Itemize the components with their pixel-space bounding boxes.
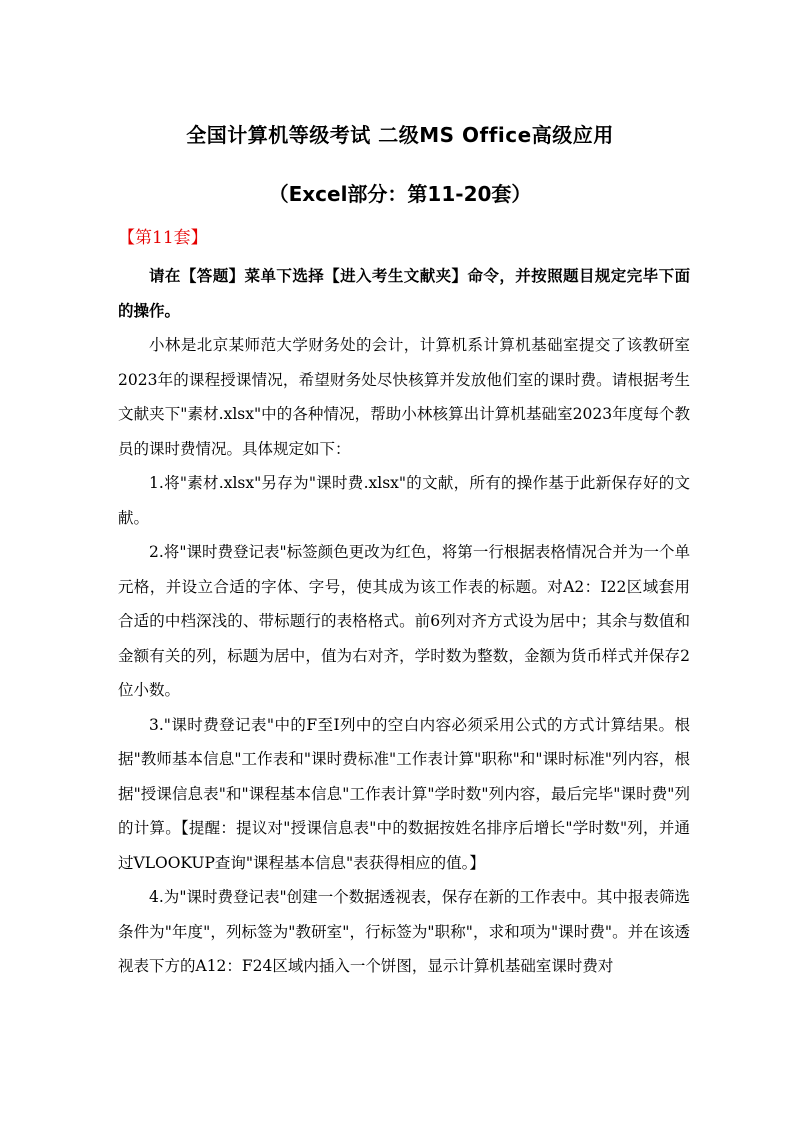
set-label: 【第11套】 <box>118 228 208 248</box>
requirement-item-3: 3."课时费登记表"中的F至I列中的空白内容必须采用公式的方式计算结果。根据"教师基本信息"工作表和"课时费标准"工作表计算"职称"和"课时标准"列内容，根据"授课信息表"和"课程基本信息"工作表计算"学时数"列内容，最后完毕"课时费"列的计算。【提醒：提议对"授课信息表"中的数据按姓名排序后增长"学时数"列，并通过VLOOKUP查询"课程基本信息"表获得相应的值。】 <box>118 715 690 872</box>
document-subtitle: （Excel部分：第11-20套） <box>268 182 532 206</box>
instruction-paragraph: 请在【答题】菜单下选择【进入考生文献夹】命令，并按照题目规定完毕下面的操作。 <box>118 267 690 320</box>
requirement-item-2: 2.将"课时费登记表"标签颜色更改为红色，将第一行根据表格情况合并为一个单元格，并设立合适的字体、字号，使其成为该工作表的标题。对A2：I22区域套用合适的中档深浅的、带标题行的表格格式。前6列对齐方式设为居中；其余与数值和金额有关的列，标题为居中，值为右对齐，学时数为整数，金额为货币样式并保存2位小数。 <box>118 543 690 699</box>
document-title: 全国计算机等级考试 二级MS Office高级应用 <box>186 123 614 147</box>
intro-paragraph: 小林是北京某师范大学财务处的会计，计算机系计算机基础室提交了该教研室2023年的课程授课情况，希望财务处尽快核算并发放他们室的课时费。请根据考生文献夹下"素材.xlsx"中的各种情况，帮助小林核算出计算机基础室2023年度每个教员的课时费情况。具体规定如下： <box>118 336 690 458</box>
requirement-item-4: 4.为"课时费登记表"创建一个数据透视表，保存在新的工作表中。其中报表筛选条件为"年度"，列标签为"教研室"，行标签为"职称"，求和项为"课时费"。并在该透视表下方的A12：F24区域内插入一个饼图，显示计算机基础室课时费对 <box>118 888 690 975</box>
document-body <box>118 259 690 984</box>
requirement-item-1: 1.将"素材.xlsx"另存为"课时费.xlsx"的文献，所有的操作基于此新保存好的文献。 <box>118 474 690 527</box>
